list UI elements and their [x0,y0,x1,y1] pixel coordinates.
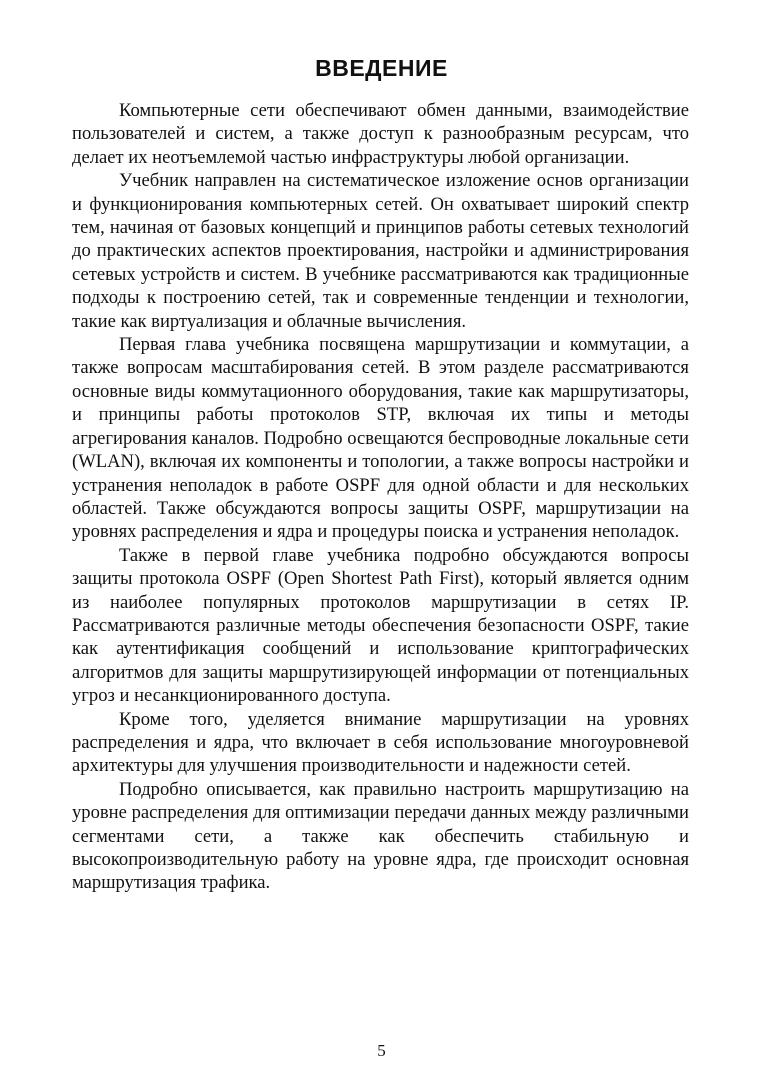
body-text [72,99,689,895]
paragraph-6: Подробно описывается, как правильно настроить маршрутизацию на уровне распределения для оптимизации передачи данных между различными сегментами сети, а также как обеспечить стабильную и высокопроизводительную работу на уровне ядра, где происходит основная маршрутизация трафика. [72,778,689,894]
paragraph-1: Компьютерные сети обеспечивают обмен данными, взаимодействие пользователей и систем, а также доступ к разнообразным ресурсам, что делает их неотъемлемой частью инфраструктуры любой организации. [72,100,689,168]
paragraph-5: Кроме того, уделяется внимание маршрутизации на уровнях распределения и ядра, что включает в себя использование многоуровневой архитектуры для улучшения производительности и надежности сетей. [72,708,689,777]
page-number: 5 [377,1041,386,1060]
paragraph-2: Учебник направлен на систематическое изложение основ организации и функционирования компьютерных сетей. Он охватывает широкий спектр тем, начиная от базовых концепций и принципов работы сетевых технологий до практических аспектов проектирования, настройки и администрирования сетевых устройств и систем. В учебнике рассматриваются как традиционные подходы к построению сетей, так и современные тенденции и технологии, такие как виртуализация и облачные вычисления. [72,170,689,332]
paragraph-4: Также в первой главе учебника подробно обсуждаются вопросы защиты протокола OSPF (Open Shortest Path First), который является одним из наиболее популярных протоколов маршрутизации в сетях IP. Рассматриваются различные методы обеспечения безопасности OSPF, такие как аутентификация сообщений и использование криптографических алгоритмов для защиты маршрутизирующей информации от потенциальных угроз и несанкционированного доступа. [72,544,689,707]
page-title: ВВЕДЕНИЕ [315,55,448,81]
paragraph-3: Первая глава учебника посвящена маршрутизации и коммутации, а также вопросам масштабирования сетей. В этом разделе рассматриваются основные виды коммутационного оборудования, такие как маршрутизаторы, и принципы работы протоколов STP, включая их типы и методы агрегирования каналов. Подробно освещаются беспроводные локальные сети (WLAN), включая их компоненты и топологии, а также вопросы настройки и устранения неполадок в работе OSPF для одной области и для нескольких областей. Также обсуждаются вопросы защиты OSPF, маршрутизации на уровнях распределения и ядра и процедуры поиска и устранения неполадок. [72,334,689,543]
